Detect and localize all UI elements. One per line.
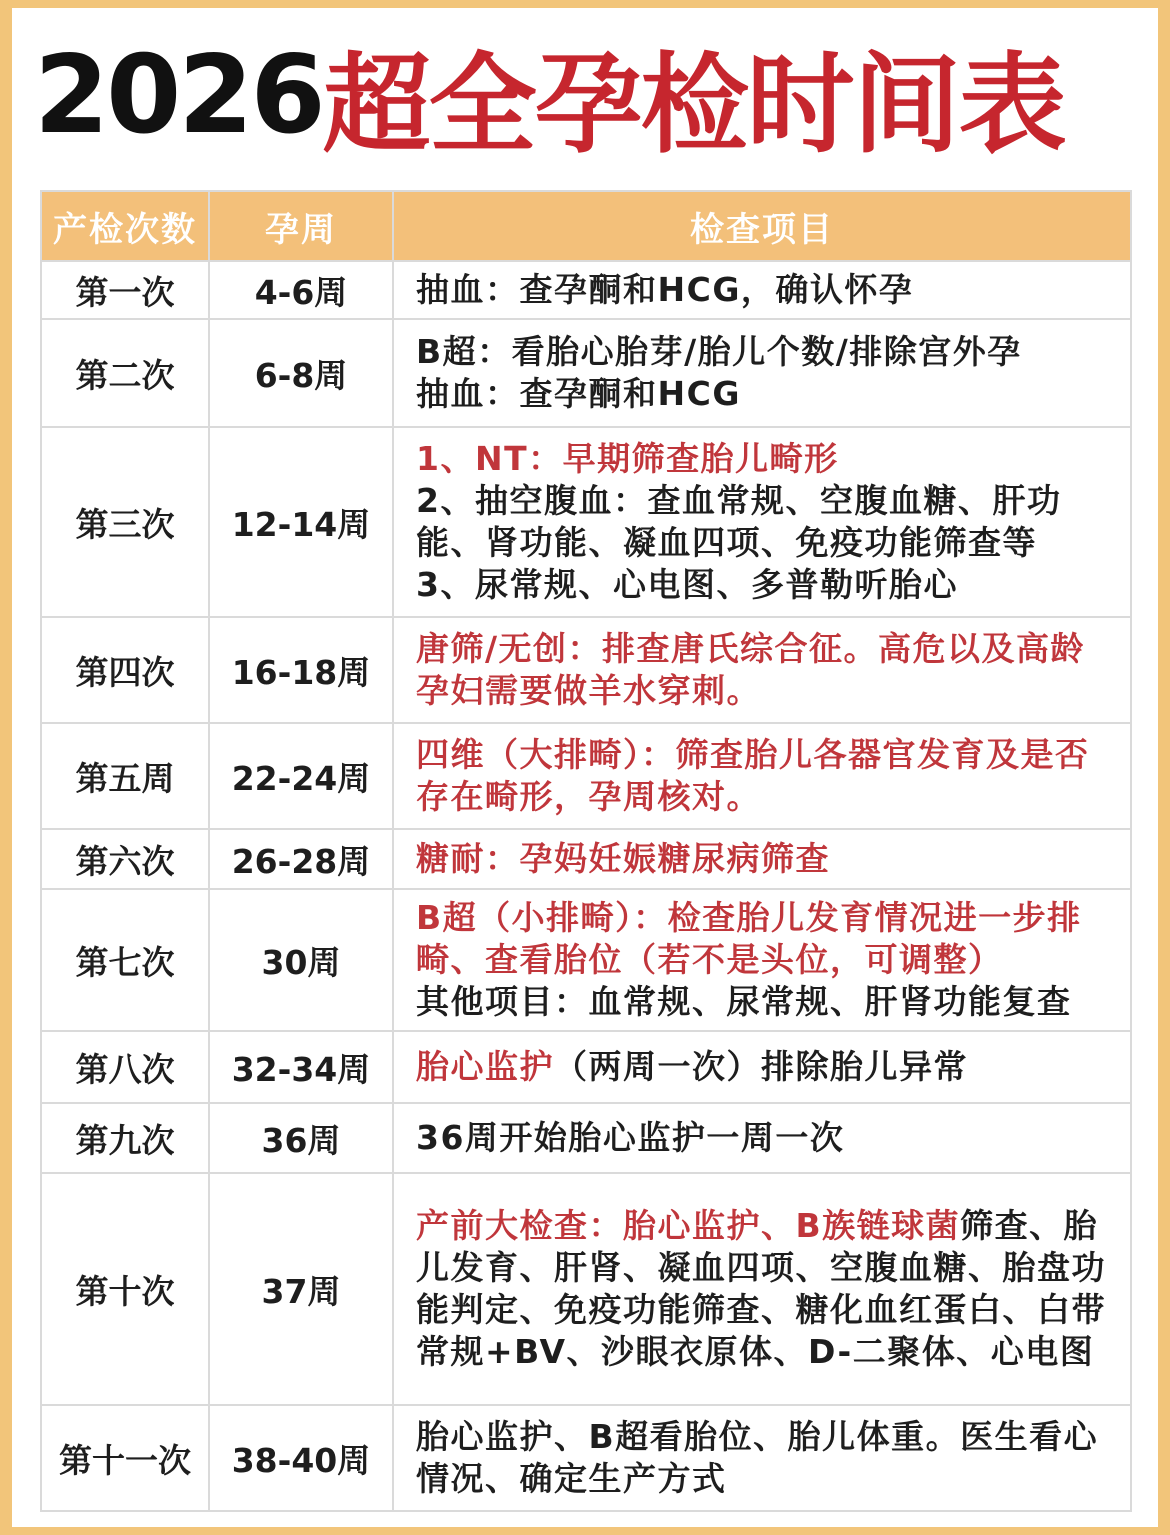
table-row bbox=[41, 723, 1131, 829]
week-cell: 38-40周 bbox=[209, 1405, 393, 1511]
highlight-text: B超（小排畸）：检查胎儿发育情况进一步排畸、查看胎位（若不是头位，可调整） bbox=[416, 898, 1082, 979]
visit-cell: 第十次 bbox=[41, 1173, 209, 1405]
visit-cell: 第五周 bbox=[41, 723, 209, 829]
item-text: 抽血：查孕酮和HCG bbox=[416, 374, 741, 413]
visit-cell: 第一次 bbox=[41, 261, 209, 319]
table-header-row bbox=[41, 191, 1131, 261]
items-cell bbox=[393, 1103, 1131, 1173]
highlight-text: 1、NT：早期筛查胎儿畸形 bbox=[416, 439, 839, 478]
week-cell: 22-24周 bbox=[209, 723, 393, 829]
table-row bbox=[41, 829, 1131, 889]
checkup-schedule-table bbox=[40, 190, 1132, 1512]
poster-card bbox=[12, 8, 1158, 1527]
header-visit: 产检次数 bbox=[41, 191, 209, 261]
item-text: 胎心监护、B超看胎位、胎儿体重。医生看心情况、确定生产方式 bbox=[416, 1417, 1099, 1498]
items-cell bbox=[393, 1173, 1131, 1405]
table-row bbox=[41, 889, 1131, 1031]
week-cell: 16-18周 bbox=[209, 617, 393, 723]
items-cell bbox=[393, 889, 1131, 1031]
week-cell: 36周 bbox=[209, 1103, 393, 1173]
page-title bbox=[34, 8, 1154, 183]
visit-cell: 第七次 bbox=[41, 889, 209, 1031]
visit-cell: 第三次 bbox=[41, 427, 209, 617]
items-line bbox=[416, 838, 1116, 880]
items-line bbox=[416, 480, 1116, 564]
visit-cell: 第十一次 bbox=[41, 1405, 209, 1511]
visit-cell: 第四次 bbox=[41, 617, 209, 723]
item-text: 3、尿常规、心电图、多普勒听胎心 bbox=[416, 565, 958, 604]
items-line bbox=[416, 897, 1116, 981]
item-text: 其他项目：血常规、尿常规、肝肾功能复查 bbox=[416, 982, 1072, 1021]
table-row bbox=[41, 1173, 1131, 1405]
items-line bbox=[416, 734, 1116, 818]
highlight-text: 四维（大排畸）：筛查胎儿各器官发育及是否存在畸形，孕周核对。 bbox=[416, 735, 1090, 816]
table-row bbox=[41, 617, 1131, 723]
item-text: 36周开始胎心监护一周一次 bbox=[416, 1118, 845, 1157]
item-text: 筛查、胎儿发育、肝肾、凝血四项、空腹血糖、胎盘功能判定、免疫功能筛查、糖化血红蛋白、白带常规+BV、沙眼衣原体、D-二聚体、心电图 bbox=[416, 1206, 1106, 1371]
table-row bbox=[41, 319, 1131, 427]
visit-cell: 第九次 bbox=[41, 1103, 209, 1173]
items-line bbox=[416, 1117, 1116, 1159]
items-cell bbox=[393, 1405, 1131, 1511]
items-line bbox=[416, 1416, 1116, 1500]
items-line bbox=[416, 1046, 1116, 1088]
items-cell bbox=[393, 1031, 1131, 1103]
item-text: 2、抽空腹血：查血常规、空腹血糖、肝功能、肾功能、凝血四项、免疫功能筛查等 bbox=[416, 481, 1062, 562]
items-line bbox=[416, 628, 1116, 712]
items-cell bbox=[393, 261, 1131, 319]
visit-cell: 第八次 bbox=[41, 1031, 209, 1103]
title-main: 超全孕检时间表 bbox=[322, 43, 1065, 168]
week-cell: 30周 bbox=[209, 889, 393, 1031]
highlight-text: 糖耐：孕妈妊娠糖尿病筛查 bbox=[416, 839, 830, 878]
items-line bbox=[416, 564, 1116, 606]
items-cell bbox=[393, 723, 1131, 829]
items-line bbox=[416, 1205, 1116, 1373]
week-cell: 6-8周 bbox=[209, 319, 393, 427]
item-text: B超：看胎心胎芽/胎儿个数/排除宫外孕 bbox=[416, 332, 1022, 371]
visit-cell: 第二次 bbox=[41, 319, 209, 427]
item-text: 抽血：查孕酮和HCG，确认怀孕 bbox=[416, 270, 914, 309]
items-line bbox=[416, 373, 1116, 415]
table-row bbox=[41, 261, 1131, 319]
highlight-text: 胎心监护 bbox=[416, 1047, 554, 1086]
items-line bbox=[416, 269, 1116, 311]
week-cell: 32-34周 bbox=[209, 1031, 393, 1103]
table-row bbox=[41, 1103, 1131, 1173]
items-cell bbox=[393, 427, 1131, 617]
highlight-text: 产前大检查：胎心监护、B族链球菌 bbox=[416, 1206, 961, 1245]
table-row bbox=[41, 1031, 1131, 1103]
table-row bbox=[41, 427, 1131, 617]
week-cell: 12-14周 bbox=[209, 427, 393, 617]
items-cell bbox=[393, 319, 1131, 427]
items-cell bbox=[393, 617, 1131, 723]
items-line bbox=[416, 981, 1116, 1023]
item-text: （两周一次）排除胎儿异常 bbox=[554, 1047, 968, 1086]
week-cell: 4-6周 bbox=[209, 261, 393, 319]
items-line bbox=[416, 331, 1116, 373]
table-row bbox=[41, 1405, 1131, 1511]
week-cell: 26-28周 bbox=[209, 829, 393, 889]
items-line bbox=[416, 438, 1116, 480]
header-week: 孕周 bbox=[209, 191, 393, 261]
visit-cell: 第六次 bbox=[41, 829, 209, 889]
title-year: 2026 bbox=[34, 33, 323, 158]
highlight-text: 唐筛/无创：排查唐氏综合征。高危以及高龄孕妇需要做羊水穿刺。 bbox=[416, 629, 1086, 710]
header-items: 检查项目 bbox=[393, 191, 1131, 261]
week-cell: 37周 bbox=[209, 1173, 393, 1405]
items-cell bbox=[393, 829, 1131, 889]
